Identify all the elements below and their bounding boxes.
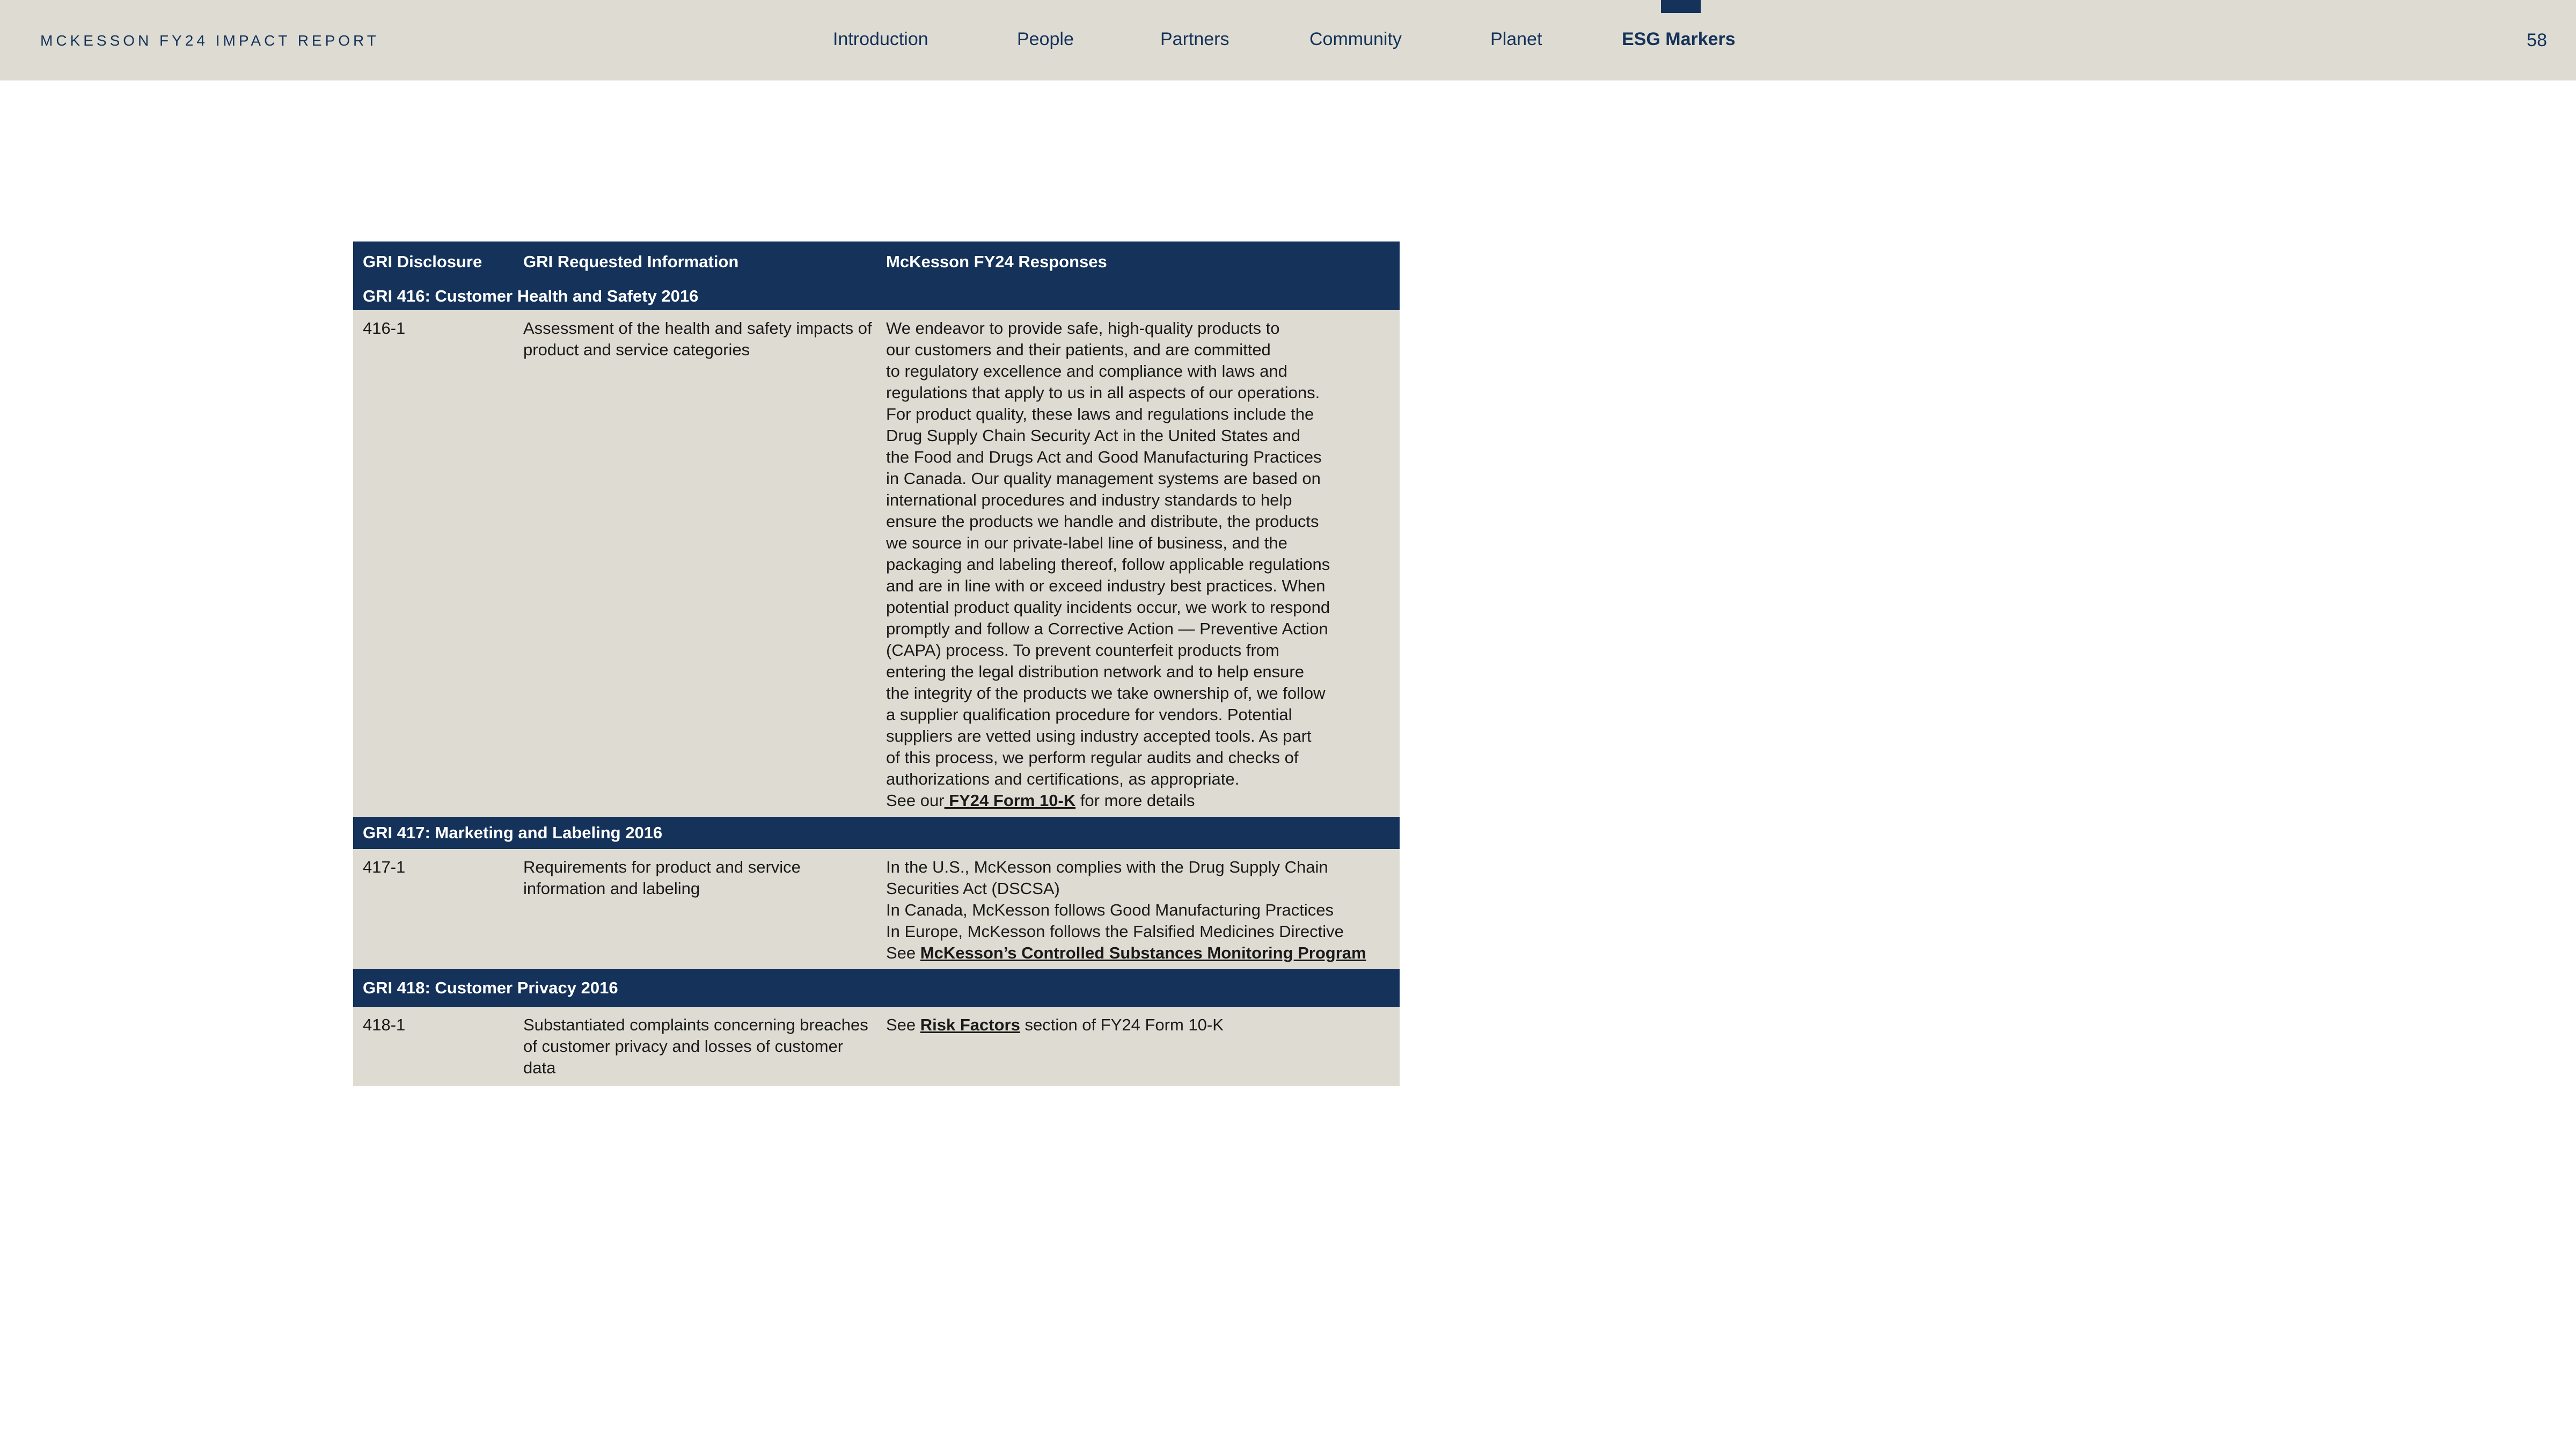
response-line: international procedures and industry standards to help <box>886 491 1292 509</box>
response-line: the integrity of the products we take ownership of, we follow <box>886 684 1326 702</box>
gri-disclosure-table <box>353 241 1400 1086</box>
section-row-gri-417: GRI 417: Marketing and Labeling 2016 <box>353 817 1400 849</box>
response-line: entering the legal distribution network and to help ensure <box>886 662 1304 681</box>
response-line: Drug Supply Chain Security Act in the United States and <box>886 426 1300 445</box>
report-brand: MCKESSON FY24 IMPACT REPORT <box>40 32 379 49</box>
see-more-line <box>886 790 1391 811</box>
response-dscsa: In the U.S., McKesson complies with the Drug Supply Chain Securities Act (DSCSA) <box>886 858 1328 898</box>
response-line: in Canada. Our quality management systems are based on <box>886 469 1321 488</box>
response-line: potential product quality incidents occur, we work to respond <box>886 598 1330 617</box>
response-line: of this process, we perform regular audits and checks of <box>886 748 1299 767</box>
response-line: a supplier qualification procedure for vendors. Potential <box>886 705 1292 724</box>
controlled-substances-program-link[interactable]: McKesson’s Controlled Substances Monitoring Program <box>920 943 1366 962</box>
nav-partners[interactable]: Partners <box>1160 29 1230 49</box>
requested-info: Requirements for product and service information and labeling <box>523 858 801 898</box>
section-row-gri-418: GRI 418: Customer Privacy 2016 <box>353 969 1400 1007</box>
column-header-responses: McKesson FY24 Responses <box>886 252 1107 271</box>
response-line: regulations that apply to us in all aspects of our operations. <box>886 383 1320 402</box>
disclosure-code: 417-1 <box>363 858 406 876</box>
section-nav <box>0 29 2576 50</box>
see-suffix: for more details <box>1075 791 1195 810</box>
table-row-418-1 <box>353 1007 1400 1086</box>
response-text <box>886 857 1391 964</box>
response-text <box>886 1014 1391 1036</box>
response-line: For product quality, these laws and regulations include the <box>886 405 1314 423</box>
disclosure-code: 416-1 <box>363 319 406 338</box>
table-row-416-1 <box>353 310 1400 817</box>
report-header <box>0 0 2576 80</box>
response-text <box>886 318 1391 811</box>
see-more-line <box>886 942 1391 964</box>
response-line: we source in our private-label line of business, and the <box>886 533 1287 552</box>
column-header-requested-info: GRI Requested Information <box>523 252 739 271</box>
response-line: the Food and Drugs Act and Good Manufacturing Practices <box>886 448 1322 466</box>
response-line: suppliers are vetted using industry accepted tools. As part <box>886 727 1312 745</box>
see-prefix: See <box>886 943 920 962</box>
table-row-417-1 <box>353 849 1400 969</box>
nav-community[interactable]: Community <box>1309 29 1402 49</box>
response-line: ensure the products we handle and distribute, the products <box>886 512 1319 531</box>
nav-esg-markers[interactable]: ESG Markers <box>1622 29 1736 49</box>
disclosure-code: 418-1 <box>363 1015 406 1034</box>
risk-factors-link[interactable]: Risk Factors <box>920 1015 1020 1034</box>
nav-introduction[interactable]: Introduction <box>833 29 928 49</box>
section-row-gri-416: GRI 416: Customer Health and Safety 2016 <box>353 282 1400 310</box>
see-suffix: section of FY24 Form 10-K <box>1020 1015 1224 1034</box>
nav-people[interactable]: People <box>1017 29 1074 49</box>
response-canada: In Canada, McKesson follows Good Manufacturing Practices <box>886 901 1334 919</box>
requested-info: Substantiated complaints concerning breaches of customer privacy and losses of customer data <box>523 1015 868 1077</box>
response-line: (CAPA) process. To prevent counterfeit products from <box>886 641 1279 660</box>
nav-planet[interactable]: Planet <box>1490 29 1542 49</box>
response-line: packaging and labeling thereof, follow applicable regulations <box>886 555 1330 574</box>
response-line: promptly and follow a Corrective Action — Preventive Action <box>886 619 1328 638</box>
requested-info: Assessment of the health and safety impacts of product and service categories <box>523 319 872 359</box>
response-europe: In Europe, McKesson follows the Falsified Medicines Directive <box>886 922 1344 941</box>
response-line: our customers and their patients, and are committed <box>886 340 1271 359</box>
see-prefix: See our <box>886 791 945 810</box>
response-line: authorizations and certifications, as appropriate. <box>886 770 1240 788</box>
active-nav-marker <box>1661 0 1701 13</box>
response-line: to regulatory excellence and compliance with laws and <box>886 362 1287 380</box>
response-line: and are in line with or exceed industry best practices. When <box>886 576 1326 595</box>
response-line: We endeavor to provide safe, high-quality products to <box>886 319 1280 338</box>
table-header-row <box>353 241 1400 282</box>
see-more-line <box>886 1014 1391 1036</box>
column-header-disclosure: GRI Disclosure <box>363 252 482 271</box>
see-prefix: See <box>886 1015 920 1034</box>
page-number: 58 <box>2527 30 2547 50</box>
form-10k-link[interactable]: FY24 Form 10-K <box>944 791 1076 810</box>
